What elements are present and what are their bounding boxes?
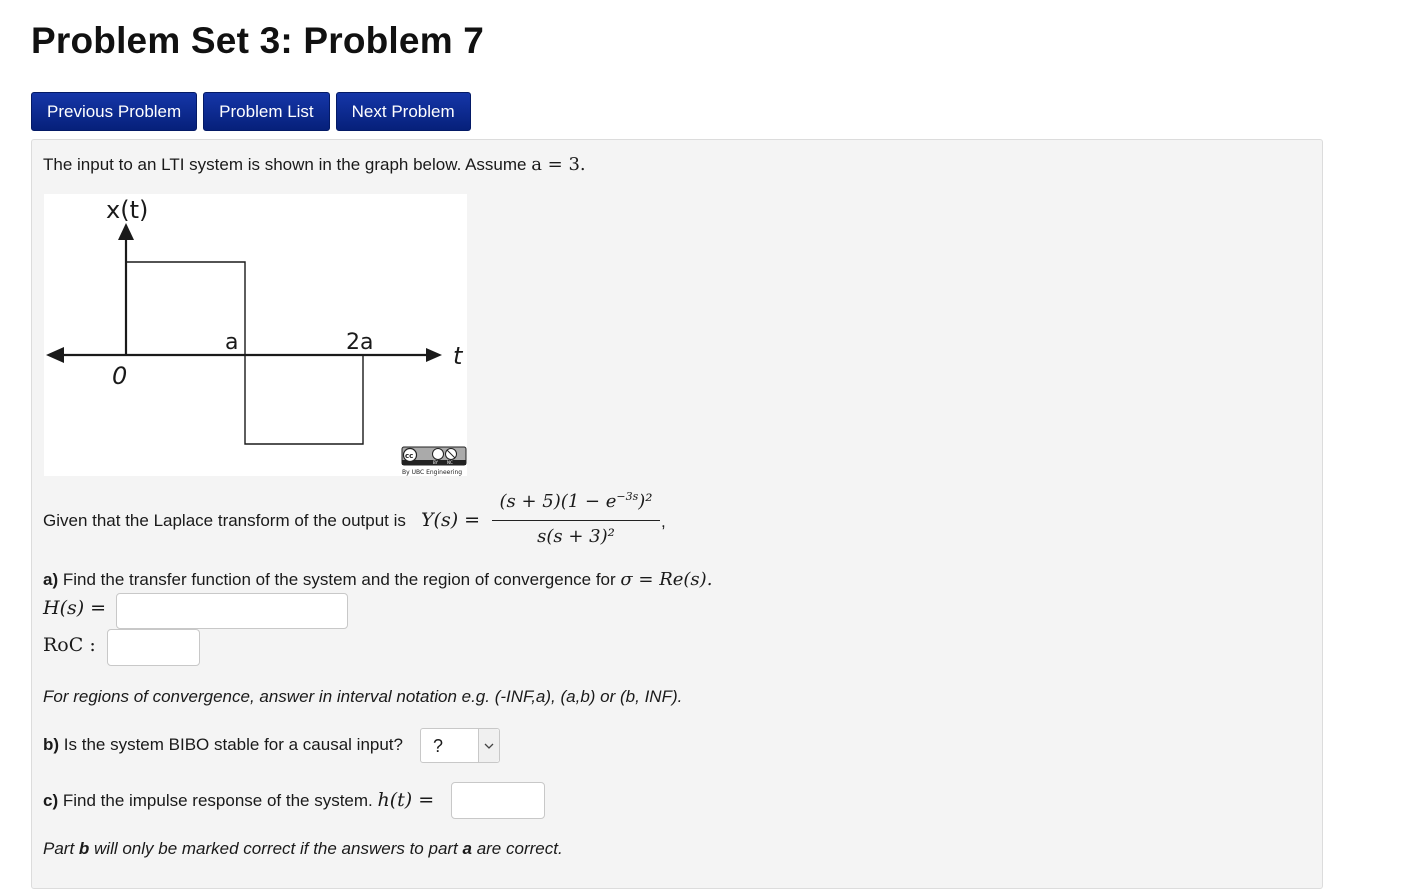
bibo-select-value: ? [433,736,444,756]
svg-text:cc: cc [405,452,414,460]
signal-plot [44,194,467,476]
h-of-s-label: H(s) = [43,597,107,619]
y-axis-label: x(t) [106,196,149,224]
tick-label-a: a [225,330,239,355]
signal-waveform [126,262,363,444]
grading-note: Part b will only be marked correct if the answers to part a are correct. [43,839,563,858]
cc-license-badge-icon [402,447,466,465]
problem-nav [31,92,471,131]
input-signal-graph [44,194,467,476]
fraction-numerator: $(s + 5)(1 - e^{-3s})^2$ [499,490,653,512]
roc-hint: For regions of convergence, answer in interval notation e.g. (-INF,a), (a,b) or (b, INF). [43,687,683,706]
roc-label: RoC : [43,634,96,656]
problem-list-button[interactable]: Problem List [203,92,329,131]
impulse-response-input[interactable] [451,782,545,819]
fraction-denominator: s(s + 3)² [537,526,615,547]
chevron-down-icon[interactable] [478,729,499,762]
intro-math: a = 3. [531,154,586,175]
license-by-label: BY [433,460,438,465]
license-credit: By UBC Engineering [402,469,463,476]
t-axis-right-arrow-icon [426,348,442,362]
problem-body [31,139,1323,889]
previous-problem-button[interactable]: Previous Problem [31,92,197,131]
tick-label-2a: 2a [346,330,374,355]
next-problem-button[interactable]: Next Problem [336,92,471,131]
x-axis-arrow-icon [118,223,134,240]
page-title: Problem Set 3: Problem 7 [31,20,485,61]
intro-text [43,154,586,175]
roc-input[interactable] [107,629,200,666]
given-text: Given that the Laplace transform of the output is [43,511,406,530]
t-axis-left-arrow-icon [46,347,64,363]
origin-label: 0 [112,362,128,390]
license-nc-label: NC [447,460,453,465]
given-lhs: Y(s) = [421,509,481,531]
fraction-bar [492,520,660,521]
transfer-function-input[interactable] [116,593,348,629]
x-axis-label: t [453,342,463,370]
part-b-prompt: b) Is the system BIBO stable for a causal input? [43,735,403,754]
part-c-prompt: c) Find the impulse response of the system. h(t) = [43,789,435,811]
given-trailing-comma: , [661,512,666,531]
intro-sentence: The input to an LTI system is shown in the graph below. Assume [43,155,532,174]
part-a-prompt: a) Find the transfer function of the system and the region of convergence for σ = Re(s). [43,569,713,590]
bibo-stable-select[interactable] [420,728,500,763]
